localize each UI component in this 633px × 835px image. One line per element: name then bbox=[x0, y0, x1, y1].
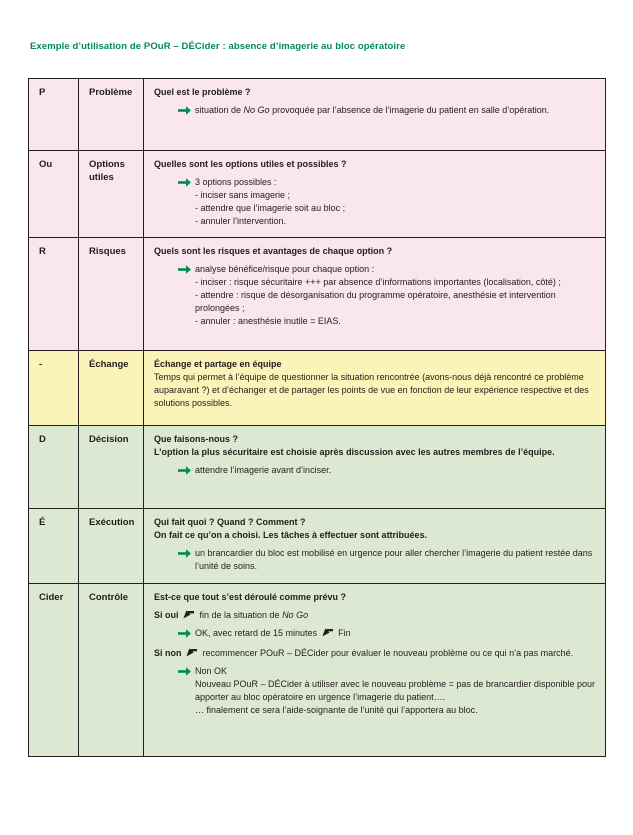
arrow-right-icon bbox=[178, 464, 195, 479]
text-segment: No Go bbox=[282, 610, 309, 620]
corner-arrow-icon bbox=[186, 647, 197, 660]
label-cell bbox=[79, 351, 144, 425]
table-row-p bbox=[29, 79, 605, 151]
arrow-item-text bbox=[195, 263, 595, 328]
text-segment: Nouveau POuR – DÉCider à utiliser avec le nouveau problème = pas de brancardier disponible pour apporter au bloc opératoire en urgence l’imagerie du patient…. bbox=[195, 679, 595, 702]
text-segment: analyse bénéfice/risque pour chaque option : bbox=[195, 264, 375, 274]
letter-cell bbox=[29, 426, 79, 508]
table-row-e bbox=[29, 509, 605, 584]
content-cell bbox=[144, 426, 605, 508]
arrow-item bbox=[178, 547, 595, 573]
label-cell bbox=[79, 238, 144, 350]
arrow-item-text bbox=[195, 665, 595, 717]
text-segment: No Go bbox=[243, 105, 270, 115]
arrow-text-line bbox=[195, 704, 595, 717]
text-segment: - attendre que l’imagerie soit au bloc ; bbox=[195, 203, 346, 213]
arrow-text-line bbox=[195, 202, 595, 215]
row-label: Exécution bbox=[89, 517, 135, 528]
text-segment: recommencer POuR – DÉCider pour évaluer le nouveau problème ou ce qui n’a pas marché. bbox=[200, 648, 574, 658]
row-label: Décision bbox=[89, 434, 129, 445]
letter-cell bbox=[29, 509, 79, 583]
arrow-item-text bbox=[195, 176, 595, 228]
arrow-item bbox=[178, 104, 595, 119]
table-row-r bbox=[29, 238, 605, 351]
label-cell bbox=[79, 79, 144, 150]
heading-line bbox=[154, 516, 595, 529]
arrow-text-line bbox=[195, 315, 595, 328]
heading-line bbox=[154, 529, 595, 542]
arrow-item bbox=[178, 627, 595, 642]
table-row-ou bbox=[29, 151, 605, 238]
content-cell bbox=[144, 238, 605, 350]
text-segment: - annuler l’intervention. bbox=[195, 216, 287, 226]
arrow-text-line bbox=[195, 665, 595, 678]
arrow-text-line bbox=[195, 104, 595, 117]
row-label: Options utiles bbox=[89, 159, 125, 183]
content-cell bbox=[144, 584, 605, 756]
arrow-text-line bbox=[195, 215, 595, 228]
arrow-item bbox=[178, 464, 595, 479]
arrow-text-line bbox=[195, 289, 595, 315]
text-segment: situation de bbox=[195, 105, 244, 115]
text-segment: Quelles sont les options utiles et possibles ? bbox=[154, 159, 347, 169]
corner-arrow-icon bbox=[322, 627, 333, 640]
text-segment: Fin bbox=[335, 628, 351, 638]
arrow-item-text bbox=[195, 104, 595, 119]
question-heading bbox=[154, 516, 595, 542]
heading-line bbox=[154, 86, 595, 99]
row-letter: P bbox=[39, 87, 46, 98]
text-segment: On fait ce qu’on a choisi. Les tâches à effectuer sont attribuées. bbox=[154, 530, 428, 540]
row-label: Problème bbox=[89, 87, 133, 98]
label-cell bbox=[79, 151, 144, 237]
text-segment: - inciser sans imagerie ; bbox=[195, 190, 291, 200]
heading-line bbox=[154, 245, 595, 258]
text-segment: Temps qui permet à l’équipe de questionner la situation rencontrée (avons-nous déjà rencontré ce problème auparavant ?) et d’échanger et de partager les points de vue en fonction de leur expérience respective et des solutions possibles. bbox=[154, 372, 589, 408]
content-cell bbox=[144, 79, 605, 150]
heading-line bbox=[154, 591, 595, 604]
text-segment: un brancardier du bloc est mobilisé en urgence pour aller chercher l’imagerie du patient restée dans l’unité de soins. bbox=[195, 548, 593, 571]
arrow-item bbox=[178, 665, 595, 717]
content-cell bbox=[144, 351, 605, 425]
question-heading bbox=[154, 158, 595, 171]
arrow-right-icon bbox=[178, 263, 195, 328]
arrow-right-icon bbox=[178, 104, 195, 119]
arrow-text-line bbox=[195, 176, 595, 189]
text-segment: Quels sont les risques et avantages de chaque option ? bbox=[154, 246, 393, 256]
arrow-text-line bbox=[195, 627, 595, 640]
text-segment: - annuler : anesthésie inutile = EIAS. bbox=[195, 316, 341, 326]
arrow-right-icon bbox=[178, 627, 195, 642]
label-cell bbox=[79, 584, 144, 756]
text-segment: … finalement ce sera l’aide-soignante de l’unité qui l’apportera au bloc. bbox=[195, 705, 478, 715]
row-letter: D bbox=[39, 434, 46, 445]
heading-line bbox=[154, 433, 595, 446]
text-segment: 3 options possibles : bbox=[195, 177, 277, 187]
arrow-item-text bbox=[195, 627, 595, 642]
content-cell bbox=[144, 151, 605, 237]
arrow-text-line bbox=[195, 276, 595, 289]
text-segment: Quel est le problème ? bbox=[154, 87, 251, 97]
letter-cell bbox=[29, 584, 79, 756]
text-segment: Si non bbox=[154, 648, 184, 658]
arrow-item bbox=[178, 176, 595, 228]
arrow-item-text bbox=[195, 547, 595, 573]
arrow-text-line bbox=[195, 263, 595, 276]
arrow-item bbox=[178, 263, 595, 328]
heading-line bbox=[154, 446, 595, 459]
row-label: Contrôle bbox=[89, 592, 129, 603]
row-letter: Cider bbox=[39, 592, 64, 603]
arrow-text-line bbox=[195, 547, 595, 573]
page-title: Exemple d’utilisation de POuR – DÉCider : absence d’imagerie au bloc opératoire bbox=[30, 41, 406, 52]
row-label: Échange bbox=[89, 359, 129, 370]
text-segment: Si oui bbox=[154, 610, 181, 620]
text-segment: attendre l’imagerie avant d’inciser. bbox=[195, 465, 332, 475]
question-heading bbox=[154, 86, 595, 99]
arrow-text-line bbox=[195, 464, 595, 477]
text-segment: OK, avec retard de 15 minutes bbox=[195, 628, 320, 638]
text-segment: fin de la situation de bbox=[197, 610, 283, 620]
heading-line bbox=[154, 158, 595, 171]
text-segment: Échange et partage en équipe bbox=[154, 359, 282, 369]
text-segment: - attendre : risque de désorganisation du programme opératoire, anesthésie et intervention prolongées ; bbox=[195, 290, 556, 313]
text-line bbox=[154, 609, 595, 622]
question-heading bbox=[154, 591, 595, 604]
table-row-cider bbox=[29, 584, 605, 756]
row-letter: R bbox=[39, 246, 46, 257]
text-segment: Est-ce que tout s’est déroulé comme prévu ? bbox=[154, 592, 347, 602]
row-letter: Ou bbox=[39, 159, 53, 170]
corner-arrow-icon bbox=[183, 609, 194, 622]
content-cell bbox=[144, 509, 605, 583]
arrow-right-icon bbox=[178, 547, 195, 573]
question-heading bbox=[154, 358, 595, 371]
label-cell bbox=[79, 509, 144, 583]
text-segment: L’option la plus sécuritaire est choisie après discussion avec les autres membres de l’équipe. bbox=[154, 447, 555, 457]
letter-cell bbox=[29, 351, 79, 425]
question-heading bbox=[154, 245, 595, 258]
row-letter: - bbox=[39, 359, 43, 370]
arrow-right-icon bbox=[178, 176, 195, 228]
letter-cell bbox=[29, 79, 79, 150]
text-segment: provoquée par l’absence de l’imagerie du patient en salle d’opération. bbox=[269, 105, 550, 115]
arrow-item-text bbox=[195, 464, 595, 479]
table-row-d bbox=[29, 426, 605, 509]
letter-cell bbox=[29, 151, 79, 237]
text-segment: Qui fait quoi ? Quand ? Comment ? bbox=[154, 517, 306, 527]
heading-line bbox=[154, 358, 595, 371]
arrow-text-line bbox=[195, 189, 595, 202]
row-label: Risques bbox=[89, 246, 126, 257]
text-segment: Que faisons-nous ? bbox=[154, 434, 239, 444]
table-row-echange bbox=[29, 351, 605, 426]
text-line bbox=[154, 647, 595, 660]
pour-decider-table bbox=[28, 78, 606, 757]
arrow-text-line bbox=[195, 678, 595, 704]
paragraph bbox=[154, 371, 595, 410]
text-segment: Non OK bbox=[195, 666, 228, 676]
text-segment: - inciser : risque sécuritaire +++ par absence d’informations importantes (localisation, côté) ; bbox=[195, 277, 561, 287]
arrow-right-icon bbox=[178, 665, 195, 717]
question-heading bbox=[154, 433, 595, 459]
row-letter: É bbox=[39, 517, 46, 528]
letter-cell bbox=[29, 238, 79, 350]
label-cell bbox=[79, 426, 144, 508]
